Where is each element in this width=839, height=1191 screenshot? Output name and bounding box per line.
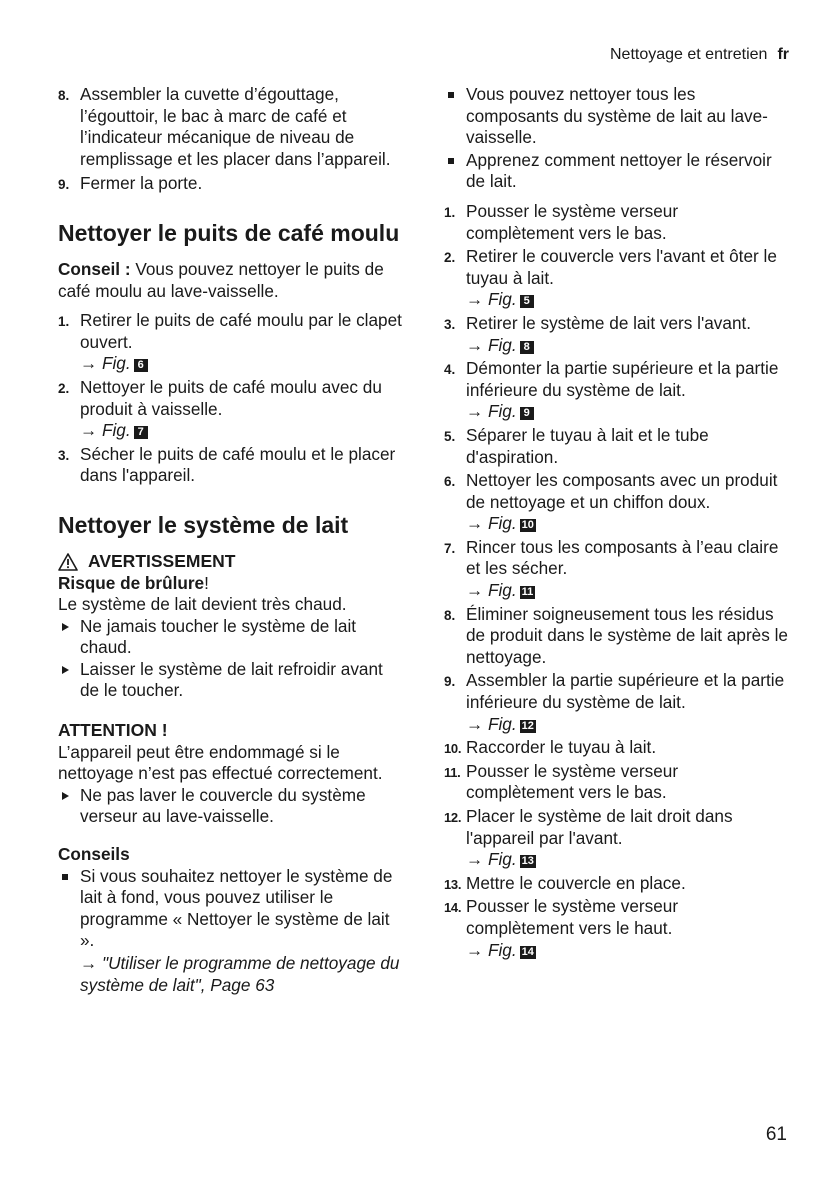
figure-number-badge: 14: [521, 945, 534, 958]
step-item: [444, 737, 790, 759]
step-number: 6.: [444, 474, 456, 490]
step-number: 3.: [444, 316, 456, 332]
step-text: Rincer tous les composants à l’eau claire et les sécher.: [466, 536, 779, 579]
step-item: [444, 604, 790, 669]
step-number: 2.: [58, 380, 70, 396]
page-number: 61: [765, 1124, 787, 1145]
step-text: Retirer le puits de café moulu par le clapet ouvert.: [80, 310, 402, 352]
step-text: Démonter la partie supérieure et la partie inférieure du système de lait.: [466, 358, 779, 400]
figure-number-badge: 10: [521, 519, 534, 532]
arrow-right-icon: →: [466, 401, 484, 422]
cross-reference: [58, 953, 404, 996]
step-number: 4.: [444, 362, 456, 378]
square-bullet-icon: [448, 92, 454, 98]
step-item: [58, 377, 404, 442]
step-item: [444, 358, 790, 423]
step-text: Mettre le couvercle en place.: [466, 872, 686, 893]
step-number: 5.: [444, 428, 456, 444]
step-item: [444, 761, 790, 804]
step-item: [58, 310, 404, 375]
cross-reference-text: "Utiliser le programme de nettoyage du système de lait", Page 63: [80, 953, 400, 995]
figure-reference: → Fig. 6: [80, 353, 404, 375]
figure-reference: → Fig. 14: [466, 939, 534, 960]
step-text: Retirer le couvercle vers l'avant et ôter le tuyau à lait.: [466, 246, 777, 288]
step-number: 12.: [444, 810, 462, 825]
figure-number-badge: 12: [521, 719, 534, 732]
figure-reference: → Fig. 12: [466, 713, 534, 734]
arrow-right-icon: →: [80, 420, 98, 441]
step-item: [444, 670, 790, 735]
conseil-text: Vous pouvez nettoyer le puits de café moulu au lave-vaisselle.: [58, 258, 384, 301]
figure-number-badge: 7: [134, 426, 148, 439]
triangle-bullet-icon: [62, 623, 69, 631]
step-number: 8.: [444, 607, 456, 623]
step-text: Nettoyer les composants avec un produit de nettoyage et un chiffon doux.: [466, 470, 778, 512]
attention-heading: ATTENTION !: [58, 720, 168, 741]
step-item: [444, 201, 790, 244]
conseil-label: Conseil :: [58, 258, 131, 279]
step-text: Nettoyer le puits de café moulu avec du produit à vaisselle.: [80, 376, 382, 419]
warning-title: AVERTISSEMENT: [88, 550, 236, 571]
figure-reference: → Fig. 5: [466, 289, 790, 311]
step-item: [444, 425, 790, 468]
step-item: [444, 470, 790, 535]
step-text: Pousser le système verseur complètement vers le haut.: [466, 896, 679, 938]
arrow-right-icon: →: [466, 513, 484, 534]
running-header: [610, 46, 789, 64]
conseils-heading: Conseils: [58, 844, 130, 865]
warning-triangle-icon: [58, 553, 78, 571]
step-number: 7.: [444, 540, 456, 556]
figure-reference: → Fig. 9: [466, 401, 790, 423]
figure-number-badge: 8: [520, 341, 534, 354]
attention-text: L’appareil peut être endommagé si le nettoyage n’est pas effectué correctement.: [58, 741, 383, 784]
step-number: 1.: [58, 314, 70, 330]
step-text: Retirer le système de lait vers l'avant.: [466, 312, 752, 333]
square-bullet-icon: [62, 874, 68, 880]
step-text: Sécher le puits de café moulu et le placer dans l'appareil.: [80, 443, 396, 486]
left-column: [58, 84, 404, 996]
right-column: [444, 84, 790, 963]
figure-reference: → Fig. 11: [466, 580, 534, 601]
step-text: Fermer la porte.: [80, 173, 203, 194]
step-item: [444, 873, 790, 895]
step-text: Pousser le système verseur complètement vers le bas.: [466, 200, 679, 243]
step-item: [444, 806, 790, 871]
step-number: 8.: [58, 88, 70, 103]
section-heading-puits: Nettoyer le puits de café moulu: [58, 219, 400, 246]
step-number: 9.: [444, 674, 456, 690]
step-item: [444, 896, 790, 961]
step-item: [444, 537, 790, 602]
figure-reference: → Fig. 13: [466, 849, 534, 870]
warning-risk: Risque de brûlure!: [58, 572, 209, 593]
step-number: 10.: [444, 741, 462, 757]
figure-number-badge: 6: [134, 359, 148, 372]
figure-reference: → Fig. 7: [80, 420, 404, 442]
square-bullet-icon: [448, 158, 454, 164]
conseil-paragraph: [58, 259, 404, 302]
arrow-right-icon: →: [466, 849, 484, 870]
figure-reference: → Fig. 8: [466, 335, 790, 357]
conseils-item: Si vous souhaitez nettoyer le système de lait à fond, vous pouvez utiliser le programme « Nettoyer le système de lait ».: [58, 866, 404, 952]
step-number: 14.: [444, 900, 462, 916]
triangle-bullet-icon: [62, 666, 69, 674]
figure-reference: → Fig. 10: [466, 513, 534, 534]
step-number: 2.: [444, 250, 456, 266]
figure-number-badge: 9: [520, 407, 534, 420]
step-item: [58, 173, 404, 195]
step-item: [444, 246, 790, 311]
warning-instruction: Ne jamais toucher le système de lait chaud.: [58, 616, 404, 659]
attention-instruction: Ne pas laver le couvercle du système verseur au lave-vaisselle.: [58, 785, 404, 828]
step-number: 13.: [444, 876, 462, 892]
arrow-right-icon: →: [466, 289, 484, 310]
figure-number-badge: 13: [521, 855, 534, 868]
triangle-bullet-icon: [62, 792, 69, 800]
figure-number-badge: 5: [520, 295, 534, 308]
step-text: Assembler la partie supérieure et la partie inférieure du système de lait.: [466, 670, 785, 713]
arrow-right-icon: →: [80, 953, 98, 973]
header-language: fr: [777, 46, 789, 63]
step-number: 9.: [58, 177, 70, 193]
figure-number-badge: 11: [521, 586, 534, 599]
warning-heading: [58, 551, 404, 573]
arrow-right-icon: →: [466, 580, 484, 601]
step-text: Placer le système de lait droit dans l'appareil par l'avant.: [466, 806, 733, 848]
bullet-item: Vous pouvez nettoyer tous les composants du système de lait au lave-vaisselle.: [444, 84, 790, 149]
warning-text: Le système de lait devient très chaud.: [58, 594, 347, 615]
arrow-right-icon: →: [80, 353, 98, 374]
step-text: Assembler la cuvette d’égouttage, l’égouttoir, le bac à marc de café et l’indicateur mécanique de niveau de remplissage et les placer dans l’appareil.: [80, 84, 391, 169]
step-number: 1.: [444, 204, 456, 220]
step-number: 3.: [58, 447, 70, 463]
arrow-right-icon: →: [466, 334, 484, 355]
step-text: Éliminer soigneusement tous les résidus de produit dans le système de lait après le nettoyage.: [466, 603, 788, 667]
step-item: [444, 313, 790, 356]
step-number: 11.: [444, 764, 461, 780]
arrow-right-icon: →: [466, 939, 484, 960]
header-section-title: Nettoyage et entretien: [610, 46, 768, 63]
step-text: Séparer le tuyau à lait et le tube d'aspiration.: [466, 424, 709, 467]
section-heading-lait: Nettoyer le système de lait: [58, 511, 349, 538]
step-text: Pousser le système verseur complètement vers le bas.: [466, 760, 679, 803]
step-item: [58, 84, 404, 170]
arrow-right-icon: →: [466, 713, 484, 734]
warning-instruction: Laisser le système de lait refroidir avant de le toucher.: [58, 659, 404, 702]
step-item: [58, 444, 404, 487]
bullet-item: Apprenez comment nettoyer le réservoir de lait.: [444, 150, 790, 193]
step-text: Raccorder le tuyau à lait.: [466, 737, 657, 758]
